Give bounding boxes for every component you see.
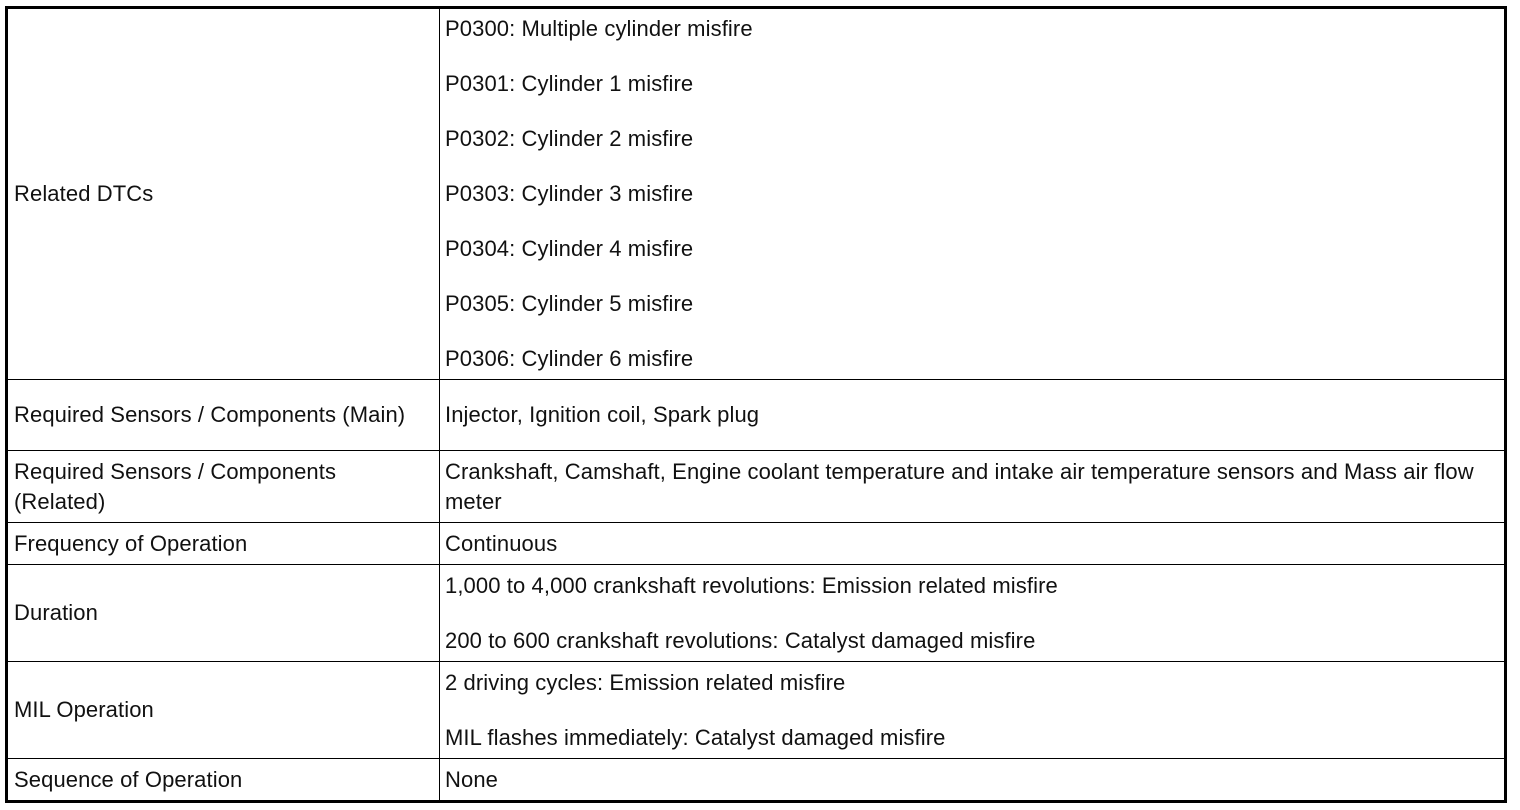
table-row [7,759,1506,802]
row-value [440,380,1506,451]
table-row [7,8,1506,380]
row-label: Required Sensors / Components (Related) [7,451,440,523]
row-label: Required Sensors / Components (Main) [7,380,440,451]
row-label: Frequency of Operation [7,523,440,565]
row-label: Duration [7,565,440,662]
table-row [7,451,1506,523]
row-value [440,565,1506,662]
dtc-item: P0300: Multiple cylinder misfire [445,16,753,41]
table-row [7,565,1506,662]
row-value [440,523,1506,565]
row-value-text: 2 driving cycles: Emission related misfire [445,669,846,695]
row-value-text: Crankshaft, Camshaft, Engine coolant temperature and intake air temperature sensors and Mass air flow meter [445,458,1474,514]
dtc-item: P0302: Cylinder 2 misfire [445,126,694,151]
row-label: MIL Operation [7,662,440,759]
dtc-item: P0301: Cylinder 1 misfire [445,71,694,96]
row-value [440,759,1506,802]
monitor-spec-table [5,6,1507,803]
row-value-text: Continuous [445,530,558,556]
row-value [440,8,1506,380]
row-label: Related DTCs [7,8,440,380]
table-row [7,380,1506,451]
row-value [440,662,1506,759]
table-row [7,662,1506,759]
row-value-text: Injector, Ignition coil, Spark plug [445,402,760,427]
dtc-item: P0306: Cylinder 6 misfire [445,346,694,371]
row-value-text: MIL flashes immediately: Catalyst damaged misfire [445,724,946,750]
dtc-item: P0303: Cylinder 3 misfire [445,181,694,206]
row-value-text: None [445,766,498,792]
dtc-item: P0305: Cylinder 5 misfire [445,291,694,316]
row-label: Sequence of Operation [7,759,440,802]
row-value-text: 200 to 600 crankshaft revolutions: Catalyst damaged misfire [445,627,1036,653]
dtc-item: P0304: Cylinder 4 misfire [445,236,694,261]
table-row [7,523,1506,565]
row-value-text: 1,000 to 4,000 crankshaft revolutions: Emission related misfire [445,572,1058,598]
row-value [440,451,1506,523]
